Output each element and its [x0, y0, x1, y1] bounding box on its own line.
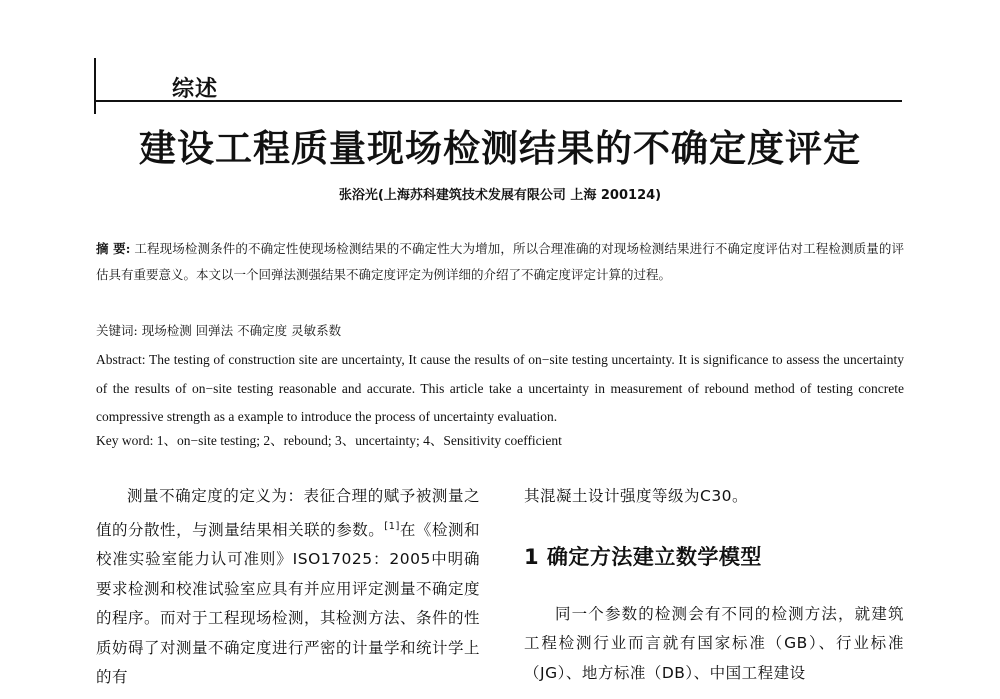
keywords-cn-label: 关键词: — [96, 323, 138, 338]
body-left-column — [96, 482, 480, 693]
body-right-paragraph-1: 其混凝土设计强度等级为C30。 — [524, 487, 749, 505]
body-right-paragraph-2: 同一个参数的检测会有不同的检测方法，就建筑工程检测行业而言就有国家标准（GB）、行业标准（JG）、地方标准（DB）、中国工程建设 — [524, 604, 904, 682]
body-left-text-2: 在《检测和校准实验室能力认可准则》ISO17025：2005中明确要求检测和校准试验室应具有并应用评定测量不确定度的程序。而对于工程现场检测，其检测方法、条件的性质妨碍了对测量不确定度进行严密的计量学和统计学上的有 — [96, 520, 481, 687]
keywords-en-text: 1、on−site testing; 2、rebound; 3、uncertainty; 4、Sensitivity coefficient — [156, 433, 562, 448]
body-paragraph — [96, 482, 480, 693]
keywords-cn-text: 现场检测 回弹法 不确定度 灵敏系数 — [141, 323, 342, 338]
keywords-cn — [96, 318, 904, 344]
keywords-en-label: Key word: — [96, 433, 154, 448]
body-left-text-1: 测量不确定度的定义为：表征合理的赋予被测量之值的分散性，与测量结果相关联的参数。 — [96, 487, 480, 539]
abstract-cn — [96, 236, 904, 288]
abstract-en-label: Abstract: — [96, 352, 146, 367]
keywords-en — [96, 429, 904, 453]
body-right-column — [524, 482, 904, 688]
paper-title: 建设工程质量现场检测结果的不确定度评定 — [139, 127, 861, 170]
header-vertical-rule — [94, 58, 96, 114]
author-affiliation: 张浴光(上海苏科建筑技术发展有限公司 上海 200124) — [338, 188, 662, 203]
abstract-cn-label: 摘 要: — [96, 241, 131, 256]
abstract-cn-text: 工程现场检测条件的不确定性使现场检测结果的不确定性大为增加，所以合理准确的对现场检测结果进行不确定度评估对工程检测质量的评估具有重要意义。本文以一个回弹法测强结果不确定度评定为例详细的介绍了不确定度评定计算的过程。 — [96, 241, 904, 282]
section-label: 综述 — [172, 77, 219, 102]
section-heading: 1 确定方法建立数学模型 — [524, 544, 762, 569]
abstract-en — [96, 346, 904, 432]
abstract-en-text: The testing of construction site are uncertainty, It cause the results of on−site testing uncertainty. It is significance to assess the uncertainty of the results of on−site testing reasonable and accurate. This article take a uncertainty in measurement of rebound method of testing concrete compressive strength as a example to introduce the process of uncertainty evaluation. — [96, 352, 904, 424]
reference-marker[interactable]: [1] — [384, 520, 400, 532]
